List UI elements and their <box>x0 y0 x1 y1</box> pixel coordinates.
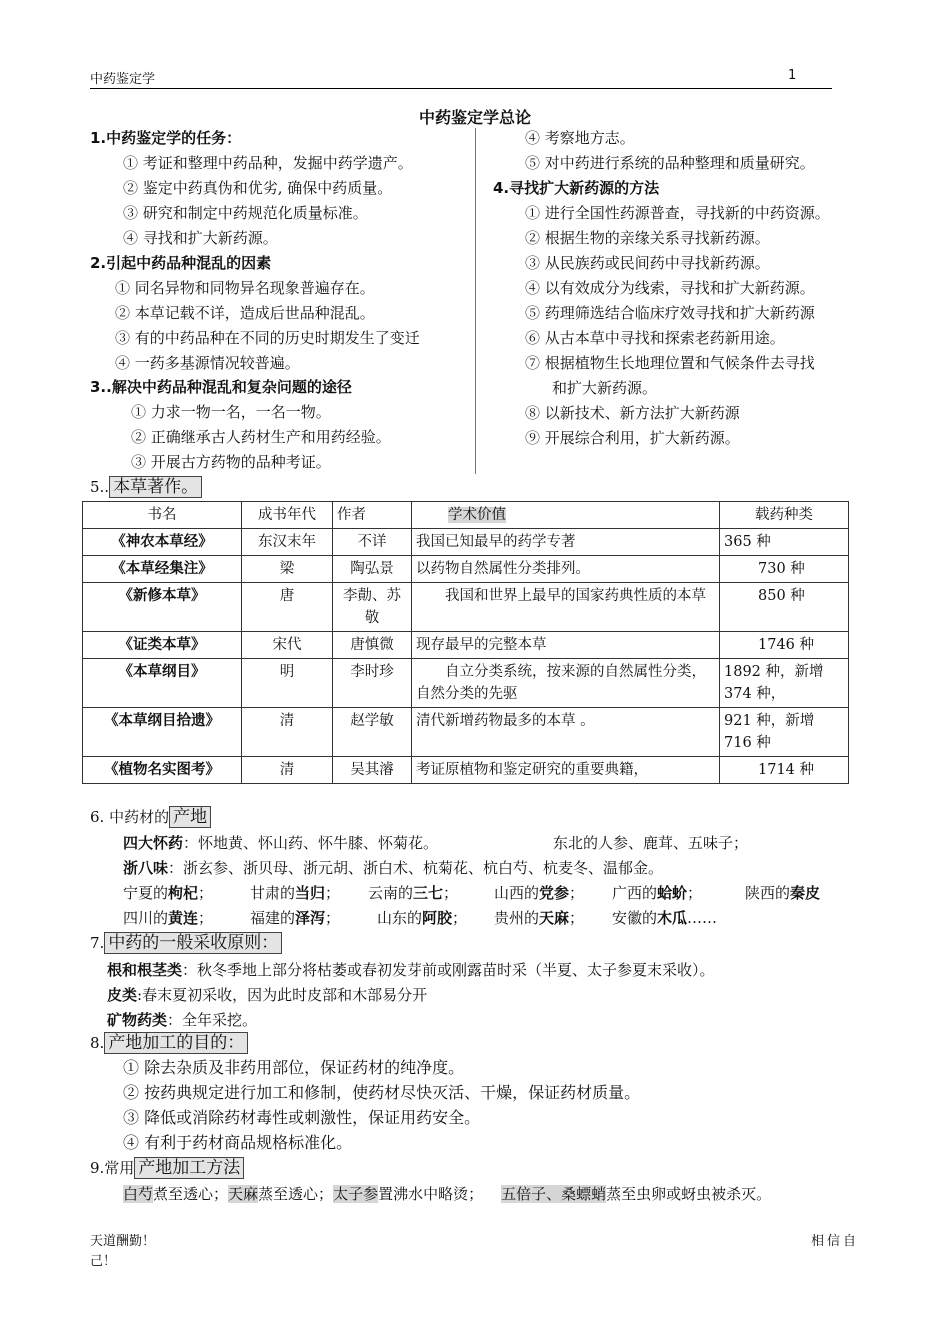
book-count: 730 种 <box>720 556 849 583</box>
s4-item-4: ④ 以有效成分为线索，寻找和扩大新药源。 <box>525 279 815 297</box>
header-rule <box>90 88 832 89</box>
s6-line-2 <box>123 858 663 878</box>
section-7-heading <box>90 933 282 953</box>
book-value: 清代新增药物最多的本草 。 <box>412 708 720 757</box>
book-value: 我国已知最早的药学专著 <box>412 529 720 556</box>
s4-item-6: ⑥ 从古本草中寻找和探索老药新用途。 <box>525 329 785 347</box>
s4-item-5: ⑤ 药理筛选结合临床疗效寻找和扩大新药源 <box>525 304 815 322</box>
section-2-heading: 2.引起中药品种混乱的因素 <box>90 254 272 272</box>
s7-root: 根和根茎类：秋冬季地上部分将枯萎或春初发芽前或刚露苗时采（半夏、太子参夏末采收）。 <box>107 961 715 979</box>
section-7-title: 中药的一般采收原则： <box>104 932 282 954</box>
s6-region-b5: 安徽的木瓜…… <box>612 909 718 927</box>
s6-region-a4: 山西的党参； <box>494 884 585 902</box>
s1-item-4: ④ 寻找和扩大新药源。 <box>123 229 278 247</box>
book-name: 《新修本草》 <box>83 583 242 632</box>
book-name: 《神农本草经》 <box>83 529 242 556</box>
book-author: 李勣、苏敬 <box>333 583 412 632</box>
section-7-number: 7. <box>90 934 105 952</box>
s6-label-huai: 四大怀药 <box>123 834 184 852</box>
table-row <box>83 556 849 583</box>
book-count: 365 种 <box>720 529 849 556</box>
book-name: 《本草纲目》 <box>83 659 242 708</box>
col-header-value-text: 学术价值 <box>448 507 506 523</box>
s1-item-2: ② 鉴定中药真伪和优劣, 确保中药质量。 <box>123 179 393 197</box>
s6-label-zhe: 浙八味 <box>123 859 169 877</box>
book-era: 东汉末年 <box>242 529 333 556</box>
section-5-number: 5.. <box>90 478 110 496</box>
section-1-heading: 1.中药鉴定学的任务： <box>90 129 242 147</box>
section-6-heading <box>90 807 211 827</box>
header-title: 中药鉴定学 <box>90 72 156 87</box>
section-8-title: 产地加工的目的： <box>104 1032 248 1054</box>
s7-bark: 皮类:春末夏初采收，因为此时皮部和木部易分开 <box>107 986 428 1004</box>
table-row <box>83 632 849 659</box>
s2-item-2: ② 本草记载不详，造成后世品种混乱。 <box>115 304 375 322</box>
table-row <box>83 659 849 708</box>
s6-region-a5: 广西的蛤蚧； <box>612 884 703 902</box>
book-author: 不详 <box>333 529 412 556</box>
section-4-heading: 4.寻找扩大新药源的方法 <box>493 179 660 197</box>
book-value: 现存最早的完整本草 <box>412 632 720 659</box>
s3-item-3: ③ 开展古方药物的品种考证。 <box>131 453 331 471</box>
section-8-heading <box>90 1033 248 1053</box>
book-author: 陶弘景 <box>333 556 412 583</box>
book-era: 唐 <box>242 583 333 632</box>
s2-item-3: ③ 有的中药品种在不同的历史时期发生了变迁 <box>115 329 420 347</box>
table-row <box>83 708 849 757</box>
s6-region-b2: 福建的泽泻； <box>250 909 341 927</box>
s4-item-7-cont: 和扩大新药源。 <box>552 379 658 397</box>
table-row <box>83 583 849 632</box>
book-author: 李时珍 <box>333 659 412 708</box>
book-count: 921 种，新增 716 种 <box>720 708 849 757</box>
book-value: 我国和世界上最早的国家药典性质的本草 <box>412 583 720 632</box>
s3-item-5: ⑤ 对中药进行系统的品种整理和质量研究。 <box>525 154 815 172</box>
book-name: 《本草纲目拾遗》 <box>83 708 242 757</box>
col-header-era: 成书年代 <box>242 502 333 529</box>
book-author: 唐慎微 <box>333 632 412 659</box>
s9-methods: 白芍煮至透心；天麻蒸至透心；太子参置沸水中略烫； 五倍子、桑螵蛸蒸至虫卵或蚜虫被杀灭。 <box>123 1185 772 1203</box>
s4-item-9: ⑨ 开展综合利用，扩大新药源。 <box>525 429 740 447</box>
document-title: 中药鉴定学总论 <box>418 108 531 127</box>
book-count: 1746 种 <box>720 632 849 659</box>
book-name: 《植物名实图考》 <box>83 757 242 784</box>
column-divider <box>475 128 476 474</box>
s6-region-a3: 云南的三七； <box>368 884 459 902</box>
s4-item-3: ③ 从民族药或民间药中寻找新药源。 <box>525 254 770 272</box>
section-3-heading: 3..解决中药品种混乱和复杂问题的途径 <box>90 378 352 396</box>
table-row <box>83 757 849 784</box>
s4-item-7: ⑦ 根据植物生长地理位置和气候条件去寻找 <box>525 354 815 372</box>
table-header-row <box>83 502 849 529</box>
page-number: 1 <box>788 68 797 83</box>
col-header-book: 书名 <box>83 502 242 529</box>
s3-item-2: ② 正确继承古人药材生产和用药经验。 <box>131 428 391 446</box>
s6-line-1 <box>123 833 438 853</box>
book-era: 宋代 <box>242 632 333 659</box>
section-9-heading <box>90 1158 244 1178</box>
book-era: 清 <box>242 757 333 784</box>
s2-item-1: ① 同名异物和同物异名现象普遍存在。 <box>115 279 375 297</box>
footer-left-1: 天道酬勤！ <box>90 1234 156 1249</box>
book-value: 以药物自然属性分类排列。 <box>412 556 720 583</box>
s8-item-4: ④ 有利于药材商品规格标准化。 <box>123 1133 353 1152</box>
herbal-classics-table <box>82 501 849 784</box>
table-row <box>83 529 849 556</box>
book-value: 自立分类系统，按来源的自然属性分类，自然分类的先驱 <box>412 659 720 708</box>
section-6-title: 产地 <box>169 806 211 828</box>
s6-region-b4: 贵州的天麻； <box>494 909 585 927</box>
book-era: 梁 <box>242 556 333 583</box>
section-6-number: 6. 中药材的 <box>90 808 170 826</box>
book-count: 1714 种 <box>720 757 849 784</box>
s6-line-1-extra: 东北的人参、鹿茸、五味子； <box>553 834 749 852</box>
section-8-number: 8. <box>90 1034 105 1052</box>
book-author: 赵学敏 <box>333 708 412 757</box>
book-era: 明 <box>242 659 333 708</box>
s1-item-3: ③ 研究和制定中药规范化质量标准。 <box>123 204 368 222</box>
section-5-title: 本草著作。 <box>109 476 202 498</box>
book-value: 考证原植物和鉴定研究的重要典籍， <box>412 757 720 784</box>
section-9-title: 产地加工方法 <box>134 1157 244 1179</box>
s3-item-1: ① 力求一物一名，一名一物。 <box>131 403 331 421</box>
s8-item-3: ③ 降低或消除药材毒性或刺激性，保证用药安全。 <box>123 1108 481 1127</box>
s6-region-b3: 山东的阿胶； <box>377 909 468 927</box>
s4-item-8: ⑧ 以新技术、新方法扩大新药源 <box>525 404 740 422</box>
s4-item-2: ② 根据生物的亲缘关系寻找新药源。 <box>525 229 770 247</box>
s6-region-a2: 甘肃的当归； <box>250 884 341 902</box>
s2-item-4: ④ 一药多基源情况较普遍。 <box>115 354 300 372</box>
book-author: 吴其濬 <box>333 757 412 784</box>
s6-region-b1: 四川的黄连； <box>123 909 214 927</box>
footer-right: 相信自 <box>811 1234 860 1249</box>
book-name: 《证类本草》 <box>83 632 242 659</box>
s6-text-huai: ：怀地黄、怀山药、怀牛膝、怀菊花。 <box>183 834 439 852</box>
s7-mineral: 矿物药类：全年采挖。 <box>107 1011 258 1029</box>
s3-item-4: ④ 考察地方志。 <box>525 129 635 147</box>
s4-item-1: ① 进行全国性药源普查，寻找新的中药资源。 <box>525 204 830 222</box>
section-5-heading <box>90 477 202 497</box>
s6-region-a1: 宁夏的枸杞； <box>123 884 214 902</box>
col-header-count: 载药种类 <box>720 502 849 529</box>
col-header-value <box>412 502 720 529</box>
s1-item-1: ① 考证和整理中药品种，发掘中药学遗产。 <box>123 154 413 172</box>
book-count: 1892 种，新增 374 种， <box>720 659 849 708</box>
s8-item-1: ① 除去杂质及非药用部位，保证药材的纯净度。 <box>123 1058 465 1077</box>
s6-region-a6: 陕西的秦皮 <box>745 884 821 902</box>
s8-item-2: ② 按药典规定进行加工和修制，使药材尽快灭活、干燥，保证药材质量。 <box>123 1083 641 1102</box>
book-name: 《本草经集注》 <box>83 556 242 583</box>
book-era: 清 <box>242 708 333 757</box>
book-count: 850 种 <box>720 583 849 632</box>
footer-left-2: 己！ <box>90 1254 117 1269</box>
section-9-number: 9.常用 <box>90 1159 135 1177</box>
s6-text-zhe: ：浙玄参、浙贝母、浙元胡、浙白术、杭菊花、杭白芍、杭麦冬、温郁金。 <box>168 859 664 877</box>
col-header-author: 作者 <box>333 502 412 529</box>
